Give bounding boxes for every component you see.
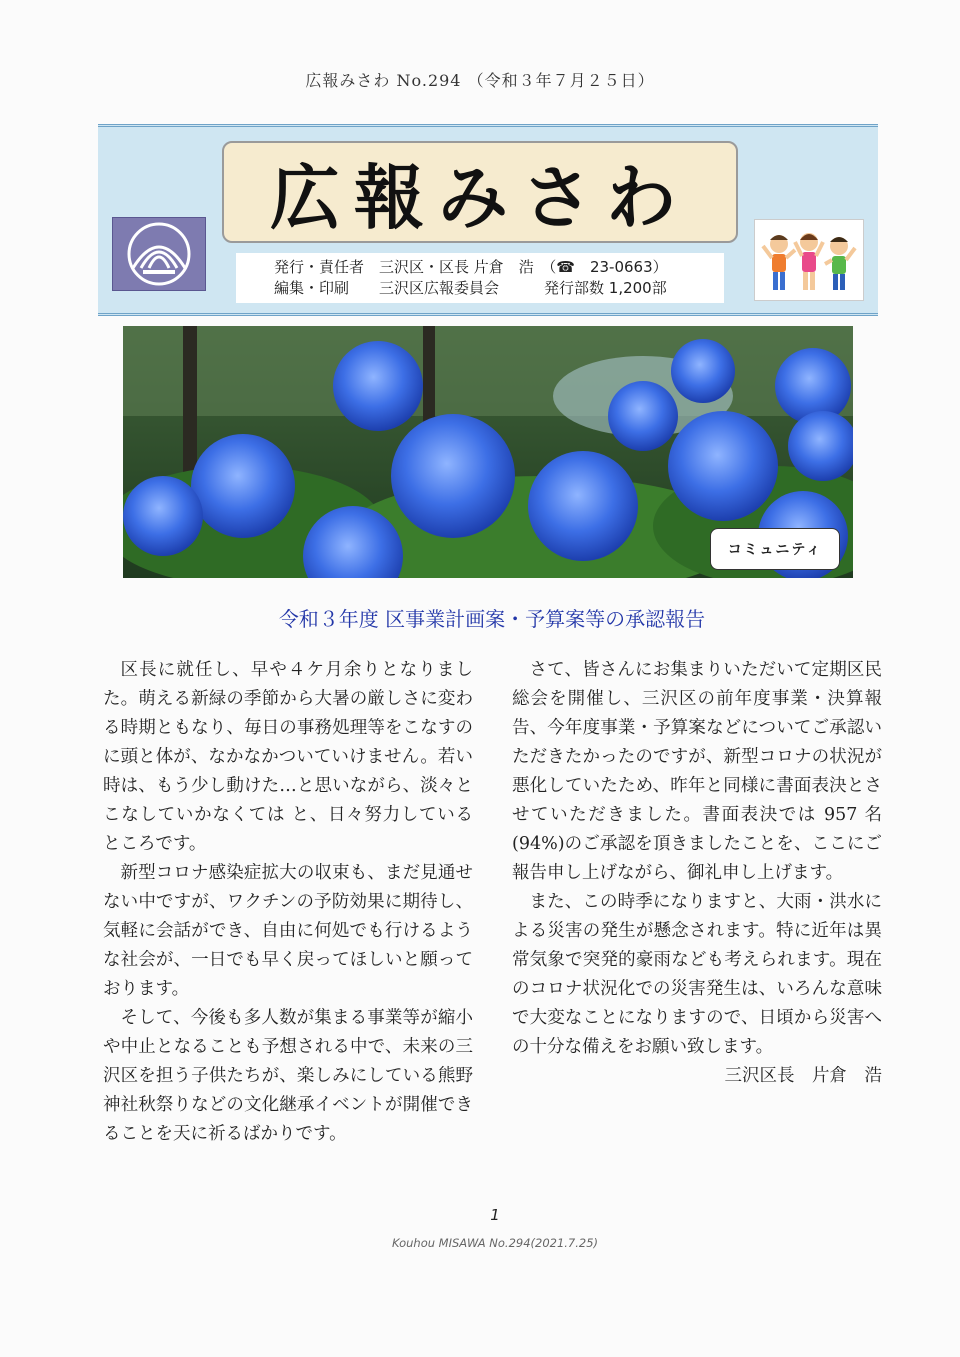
paragraph: さて、皆さんにお集まりいただいて定期区民総会を開催し、三沢区の前年度事業・決算報告、今年度事業・予算案などについてご承認いただきたかったのですが、新型コロナの状況が悪化していたため、昨年と同様に書面表決とさせていただきました。書面表決では 957 名(94%)のご承認を頂きましたことを、ここにご報告申し上げながら、御礼申し上げます。 <box>512 660 882 883</box>
children-illustration <box>754 219 864 301</box>
signature: 三沢区長 片倉 浩 <box>724 1066 882 1086</box>
paragraph: また、この時季になりますと、大雨・洪水による災害の発生が懸念されます。特に近年は異常気象で突発的豪雨なども考えられます。現在のコロナ状況化での災害発生は、いろんな意味で大変なことになりますので、日頃から災害への十分な備えをお願い致します。 <box>512 892 882 1057</box>
article-column-right <box>512 656 882 1091</box>
footer-citation: Kouhou MISAWA No.294(2021.7.25) <box>391 1236 599 1250</box>
article-column-left <box>103 656 473 1149</box>
issue-line: 広報みさわ No.294 （令和３年７月２５日） <box>305 71 655 90</box>
publisher-info <box>236 253 724 303</box>
editor-line: 編集・印刷 三沢区広報委員会 発行部数 1,200部 <box>274 279 667 297</box>
paragraph: そして、今後も多人数が集まる事業等が縮小や中止となることも予想される中で、未来の三沢区を担う子供たちが、楽しみにしている熊野神社秋祭りなどの文化継承イベントが開催できることを天に祈るばかりです。 <box>103 1008 473 1144</box>
page-number: 1 <box>490 1206 500 1224</box>
article-headline: 令和３年度 区事業計画案・予算案等の承認報告 <box>278 607 706 631</box>
newsletter-title: 広報みさわ <box>270 156 690 239</box>
district-emblem-logo <box>112 217 206 291</box>
masthead <box>98 124 878 316</box>
section-tag: コミュニティ <box>710 528 840 570</box>
paragraph: 新型コロナ感染症拡大の収束も、まだ見通せない中ですが、ワクチンの予防効果に期待し、気軽に会話ができ、自由に何処でも行けるような社会が、一日でも早く戻ってほしいと願っております。 <box>103 863 473 999</box>
title-box <box>222 141 738 243</box>
publisher-line: 発行・責任者 三沢区・区長 片倉 浩 （☎ 23-0663） <box>274 258 668 276</box>
paragraph: 区長に就任し、早や４ケ月余りとなりました。萌える新緑の季節から大暑の厳しさに変わる時期ともなり、毎日の事務処理等をこなすのに頭と体が、なかなかついていけません。若い時は、もう少し動けた…と思いながら、淡々とこなしていかなくては と、日々努力しているところです。 <box>103 660 473 854</box>
